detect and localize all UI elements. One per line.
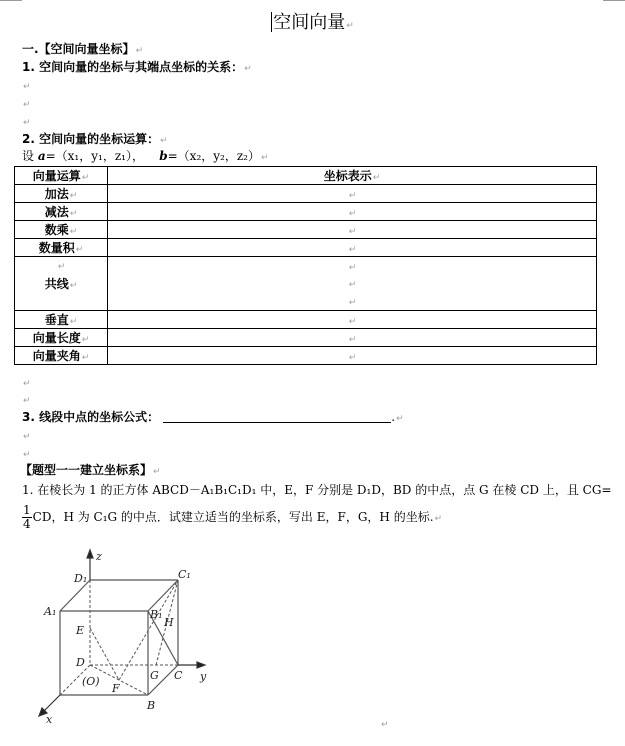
op-text: 数乘 bbox=[44, 223, 69, 237]
empty-paragraph[interactable] bbox=[22, 78, 31, 94]
empty-paragraph[interactable] bbox=[22, 96, 31, 112]
empty-paragraph[interactable] bbox=[380, 716, 389, 732]
cell-operation[interactable] bbox=[15, 257, 108, 311]
label-h: H bbox=[164, 616, 174, 629]
paragraph-mark: ↵ bbox=[381, 720, 389, 730]
paragraph-mark: ↵ bbox=[69, 191, 78, 201]
op-text: 数量积 bbox=[38, 241, 75, 255]
heading-text: 【题型一一建立坐标系】 bbox=[20, 463, 153, 477]
empty-line bbox=[108, 276, 596, 290]
paragraph-mark: ↵ bbox=[244, 64, 252, 74]
cell-value[interactable] bbox=[108, 203, 597, 221]
cell-operation[interactable] bbox=[15, 329, 108, 347]
table-row bbox=[15, 311, 597, 329]
op-text: 向量长度 bbox=[32, 331, 81, 345]
label-y: y bbox=[200, 670, 207, 683]
paragraph-mark: ↵ bbox=[348, 244, 357, 255]
cell-operation[interactable] bbox=[15, 185, 108, 203]
page-corner-mark-right bbox=[603, 0, 625, 1]
document-title[interactable] bbox=[0, 8, 625, 34]
cell-operation[interactable] bbox=[15, 239, 108, 257]
cube-coordinate-figure bbox=[30, 548, 220, 728]
cell-value[interactable] bbox=[108, 311, 597, 329]
paragraph-mark: ↵ bbox=[69, 317, 78, 327]
problem-text: 1. 在棱长为 1 的正方体 ABCD－A₁B₁C₁D₁ 中，E，F 分别是 D₁D，BD 的中点，点 G 在棱 CD 上，且 CG= bbox=[22, 483, 612, 497]
paragraph-mark: ↵ bbox=[348, 352, 357, 363]
problem-type-heading bbox=[20, 463, 161, 479]
paragraph-mark: ↵ bbox=[69, 209, 78, 219]
fraction-one-quarter bbox=[22, 504, 32, 531]
table-row bbox=[15, 185, 597, 203]
table-row bbox=[15, 221, 597, 239]
end-period: . bbox=[391, 410, 396, 424]
label-b1: B₁ bbox=[150, 608, 163, 621]
label-g: G bbox=[150, 669, 159, 682]
empty-paragraph[interactable] bbox=[22, 375, 31, 391]
title-text: 空间向量 bbox=[273, 12, 346, 33]
item-3-heading bbox=[22, 410, 404, 426]
page-corner-mark-left bbox=[0, 0, 22, 1]
label-a1: A₁ bbox=[44, 605, 57, 618]
table-row bbox=[15, 239, 597, 257]
op-text: 向量夹角 bbox=[32, 349, 81, 363]
table-header-row bbox=[15, 167, 597, 185]
label-c1: C₁ bbox=[178, 568, 191, 581]
paragraph-mark: ↵ bbox=[348, 226, 357, 237]
label-e: E bbox=[76, 624, 85, 637]
label-b: B bbox=[147, 699, 156, 712]
paragraph-mark: ↵ bbox=[81, 353, 90, 363]
empty-paragraph[interactable] bbox=[22, 114, 31, 130]
value-line bbox=[108, 259, 596, 273]
cell-value[interactable] bbox=[108, 257, 597, 311]
paragraph-mark: ↵ bbox=[348, 262, 357, 273]
label-origin: (O) bbox=[82, 675, 100, 688]
cell-value[interactable] bbox=[108, 185, 597, 203]
cell-value[interactable] bbox=[108, 347, 597, 365]
cell-operation[interactable] bbox=[15, 203, 108, 221]
section-heading-coordinates bbox=[22, 42, 143, 58]
paragraph-mark: ↵ bbox=[434, 514, 443, 524]
item-text: 2. 空间向量的坐标运算： bbox=[22, 132, 160, 146]
label-d: D bbox=[76, 656, 85, 669]
paragraph-mark: ↵ bbox=[348, 334, 357, 345]
paragraph-mark: ↵ bbox=[348, 190, 357, 201]
paragraph-mark: ↵ bbox=[23, 82, 31, 92]
paragraph-mark: ↵ bbox=[372, 173, 381, 183]
midpoint-formula-blank[interactable] bbox=[163, 410, 391, 423]
setup-prefix: 设 bbox=[22, 149, 38, 163]
problem-statement-line2 bbox=[22, 504, 442, 531]
cell-value[interactable] bbox=[108, 239, 597, 257]
paragraph-mark: ↵ bbox=[346, 21, 354, 31]
empty-paragraph[interactable] bbox=[22, 428, 31, 444]
vector-setup-line bbox=[22, 149, 269, 165]
item-text: 3. 线段中点的坐标公式： bbox=[22, 410, 160, 424]
paragraph-mark: ↵ bbox=[81, 173, 90, 183]
label-f: F bbox=[112, 682, 120, 695]
vector-a-label: a bbox=[37, 149, 46, 163]
table-row bbox=[15, 257, 597, 311]
paragraph-mark: ↵ bbox=[23, 118, 31, 128]
paragraph-mark: ↵ bbox=[81, 335, 90, 345]
label-d1: D₁ bbox=[74, 572, 88, 585]
paragraph-mark: ↵ bbox=[23, 396, 31, 406]
label-z: z bbox=[96, 550, 102, 563]
cell-value[interactable] bbox=[108, 221, 597, 239]
empty-line bbox=[15, 258, 107, 272]
header-coordinate-form[interactable] bbox=[108, 167, 597, 185]
paragraph-mark: ↵ bbox=[75, 245, 84, 255]
paragraph-mark: ↵ bbox=[348, 208, 357, 219]
label-x: x bbox=[46, 713, 53, 726]
paragraph-mark: ↵ bbox=[69, 227, 78, 237]
paragraph-mark: ↵ bbox=[153, 467, 161, 477]
vector-operations-table bbox=[14, 166, 597, 365]
problem-text: CD，H 为 C₁G 的中点．试建立适当的坐标系，写出 E，F，G，H 的坐标. bbox=[32, 510, 434, 524]
cell-value[interactable] bbox=[108, 329, 597, 347]
paragraph-mark: ↵ bbox=[23, 450, 31, 460]
vector-b-coords: =（x₂，y₂，z₂） bbox=[167, 149, 260, 163]
paragraph-mark: ↵ bbox=[23, 100, 31, 110]
header-operation[interactable] bbox=[15, 167, 108, 185]
paragraph-mark: ↵ bbox=[160, 136, 168, 146]
cell-stack bbox=[108, 257, 596, 310]
paragraph-mark: ↵ bbox=[396, 414, 404, 424]
paragraph-mark: ↵ bbox=[348, 298, 357, 309]
paragraph-mark: ↵ bbox=[348, 316, 357, 327]
paragraph-mark: ↵ bbox=[348, 280, 357, 291]
paragraph-mark: ↵ bbox=[57, 262, 66, 273]
paragraph-mark: ↵ bbox=[23, 432, 31, 442]
y-axis-arrow-icon bbox=[197, 662, 205, 668]
table-row bbox=[15, 203, 597, 221]
problem-statement-line1 bbox=[22, 483, 612, 497]
z-axis-arrow-icon bbox=[87, 550, 93, 558]
op-text: 加法 bbox=[44, 187, 69, 201]
vector-b-label: b bbox=[159, 149, 168, 163]
op-text: 共线 bbox=[44, 276, 69, 291]
item-1-heading bbox=[22, 60, 252, 76]
cell-operation[interactable] bbox=[15, 347, 108, 365]
paragraph-mark: ↵ bbox=[260, 153, 269, 163]
cell-stack bbox=[15, 257, 107, 310]
op-text: 垂直 bbox=[44, 313, 69, 327]
item-2-heading bbox=[22, 132, 168, 148]
op-text: 减法 bbox=[44, 205, 69, 219]
label-c: C bbox=[174, 669, 183, 682]
fraction-numerator: 1 bbox=[23, 503, 31, 517]
paragraph-mark: ↵ bbox=[23, 379, 31, 389]
item-text: 1. 空间向量的坐标与其端点坐标的关系： bbox=[22, 60, 244, 74]
cell-operation[interactable] bbox=[15, 311, 108, 329]
empty-paragraph[interactable] bbox=[22, 446, 31, 462]
header-text: 坐标表示 bbox=[323, 169, 372, 183]
table-row bbox=[15, 347, 597, 365]
op-line bbox=[15, 275, 107, 292]
cell-operation[interactable] bbox=[15, 221, 108, 239]
heading-text: 一.【空间向量坐标】 bbox=[22, 42, 135, 56]
vector-a-coords: =（x₁，y₁，z₁）， bbox=[45, 149, 144, 163]
table-row bbox=[15, 329, 597, 347]
empty-line bbox=[15, 295, 107, 309]
empty-line bbox=[108, 294, 596, 308]
empty-paragraph[interactable] bbox=[22, 392, 31, 408]
paragraph-mark: ↵ bbox=[69, 280, 78, 291]
header-text: 向量运算 bbox=[32, 169, 81, 183]
fraction-denominator: 4 bbox=[23, 517, 31, 531]
paragraph-mark: ↵ bbox=[135, 46, 144, 56]
